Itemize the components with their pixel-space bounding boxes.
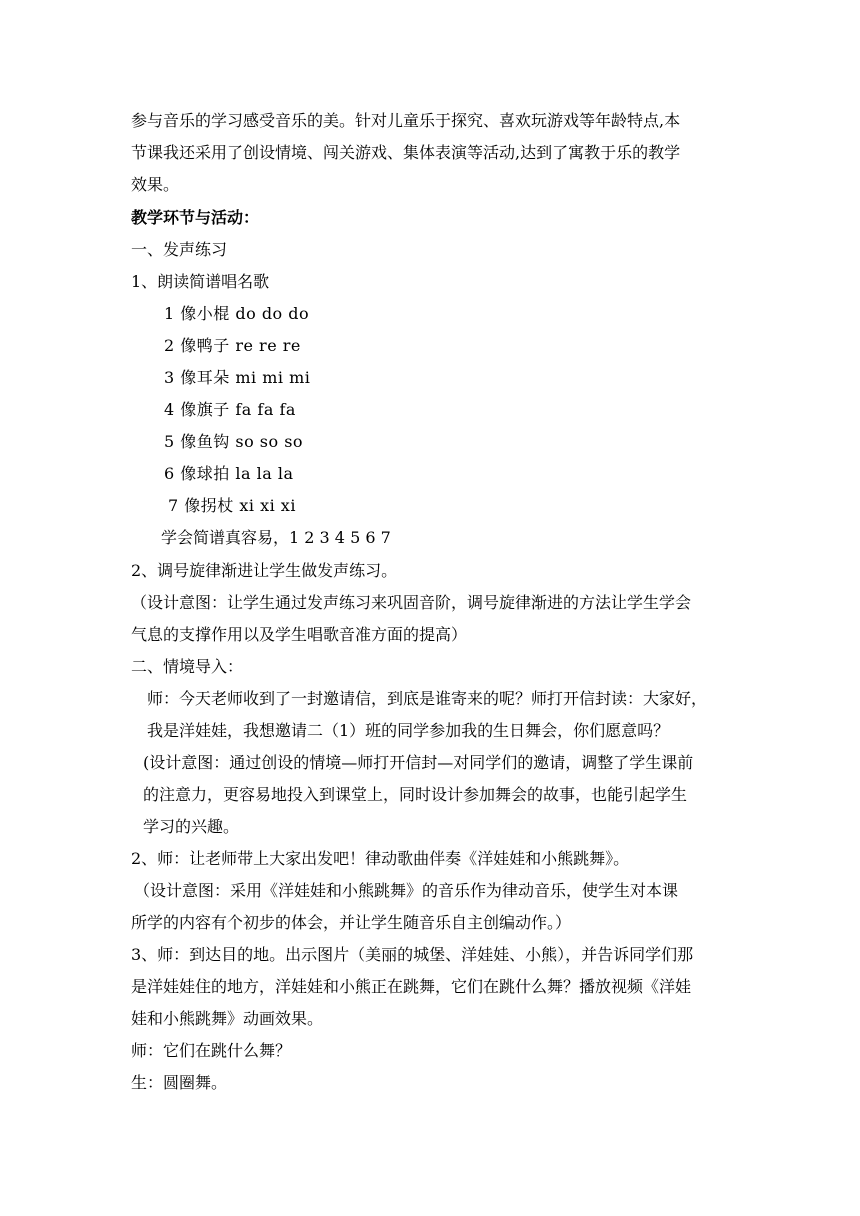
design-note-line: 学习的兴趣。 bbox=[143, 817, 240, 836]
section-heading: 教学环节与活动： bbox=[131, 208, 260, 227]
part2-title: 二、情境导入： bbox=[131, 657, 244, 676]
student-answer: 生：圆圈舞。 bbox=[131, 1073, 228, 1092]
solfege-line: 7 像拐杖 xi xi xi bbox=[168, 496, 296, 515]
teacher-intro-line: 师：今天老师收到了一封邀请信，到底是谁寄来的呢？师打开信封读：大家好， bbox=[147, 689, 708, 708]
solfege-line: 6 像球拍 la la la bbox=[164, 464, 294, 483]
solfege-line: 2 像鸭子 re re re bbox=[164, 336, 301, 355]
design-note-line: （设计意图：让学生通过发声练习来巩固音阶，调号旋律渐进的方法让学生学会 bbox=[131, 593, 692, 612]
part2-step3-line: 3、师：到达目的地。出示图片（美丽的城堡、洋娃娃、小熊），并告诉同学们那 bbox=[131, 945, 694, 964]
solfege-line: 4 像旗子 fa fa fa bbox=[164, 400, 296, 419]
design-note-line: 的注意力，更容易地投入到课堂上，同时设计参加舞会的故事，也能引起学生 bbox=[143, 785, 688, 804]
part2-step3-line: 是洋娃娃住的地方，洋娃娃和小熊正在跳舞，它们在跳什么舞？播放视频《洋娃 bbox=[131, 977, 692, 996]
solfege-line: 5 像鱼钩 so so so bbox=[164, 432, 304, 451]
part2-step2: 2、师：让老师带上大家出发吧！律动歌曲伴奏《洋娃娃和小熊跳舞》。 bbox=[131, 849, 630, 868]
teacher-intro-line: 我是洋娃娃，我想邀请二（1）班的同学参加我的生日舞会，你们愿意吗？ bbox=[147, 721, 670, 740]
solfege-line: 3 像耳朵 mi mi mi bbox=[164, 368, 311, 387]
part1-step2: 2、调号旋律渐进让学生做发声练习。 bbox=[131, 561, 398, 580]
part1-step1: 1、朗读简谱唱名歌 bbox=[131, 272, 270, 291]
part2-step3-line: 娃和小熊跳舞》动画效果。 bbox=[131, 1009, 324, 1028]
intro-line: 节课我还采用了创设情境、闯关游戏、集体表演等活动,达到了寓教于乐的教学 bbox=[131, 143, 681, 162]
design-note-line: (设计意图：通过创设的情境—师打开信封—对同学们的邀请，调整了学生课前 bbox=[143, 753, 694, 772]
design-note-line: （设计意图：采用《洋娃娃和小熊跳舞》的音乐作为律动音乐，使学生对本课 bbox=[134, 881, 679, 900]
design-note-line: 所学的内容有个初步的体会，并让学生随音乐自主创编动作。） bbox=[131, 913, 572, 932]
teacher-question: 师：它们在跳什么舞？ bbox=[131, 1041, 292, 1060]
solfege-line: 1 像小棍 do do do bbox=[164, 304, 310, 323]
design-note-line: 气息的支撑作用以及学生唱歌音准方面的提高） bbox=[131, 625, 468, 644]
intro-line: 效果。 bbox=[131, 175, 180, 194]
solfege-summary: 学会简谱真容易，1 2 3 4 5 6 7 bbox=[161, 528, 391, 547]
intro-line: 参与音乐的学习感受音乐的美。针对儿童乐于探究、喜欢玩游戏等年龄特点,本 bbox=[131, 111, 681, 130]
part1-title: 一、发声练习 bbox=[131, 240, 228, 259]
